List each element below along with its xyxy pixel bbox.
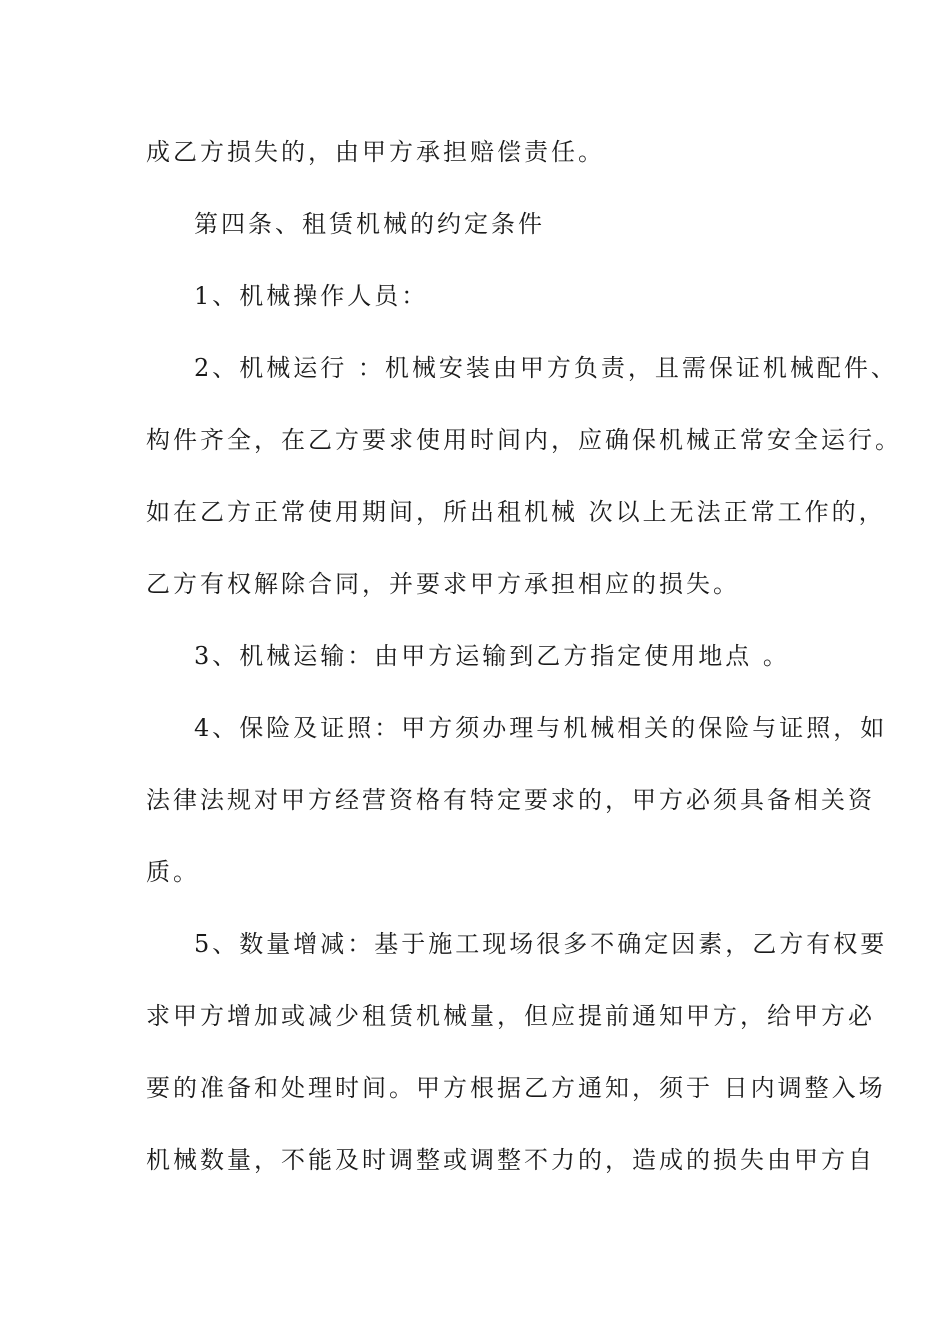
text-line: 质。	[146, 858, 200, 886]
article-heading: 第四条、租赁机械的约定条件	[194, 210, 545, 238]
clause-item: 3、机械运输：由甲方运输到乙方指定使用地点 。	[194, 642, 790, 670]
text-line: 构件齐全，在乙方要求使用时间内，应确保机械正常安全运行。	[146, 426, 902, 454]
clause-item: 2、机械运行 ：机械安装由甲方负责，且需保证机械配件、	[194, 354, 898, 382]
clause-item: 4、保险及证照：甲方须办理与机械相关的保险与证照，如	[194, 714, 888, 742]
text-line: 法律法规对甲方经营资格有特定要求的，甲方必须具备相关资	[146, 786, 875, 814]
text-line: 机械数量，不能及时调整或调整不力的，造成的损失由甲方自	[146, 1146, 875, 1174]
text-line: 成乙方损失的，由甲方承担赔偿责任。	[146, 138, 605, 166]
text-line: 乙方有权解除合同，并要求甲方承担相应的损失。	[146, 570, 740, 598]
clause-item: 5、数量增减：基于施工现场很多不确定因素，乙方有权要	[194, 930, 888, 958]
text-line: 求甲方增加或减少租赁机械量，但应提前通知甲方，给甲方必	[146, 1002, 875, 1030]
text-line: 要的准备和处理时间。甲方根据乙方通知，须于 日内调整入场	[146, 1074, 886, 1102]
clause-item: 1、机械操作人员：	[194, 282, 429, 310]
text-line: 如在乙方正常使用期间，所出租机械 次以上无法正常工作的，	[146, 498, 886, 526]
